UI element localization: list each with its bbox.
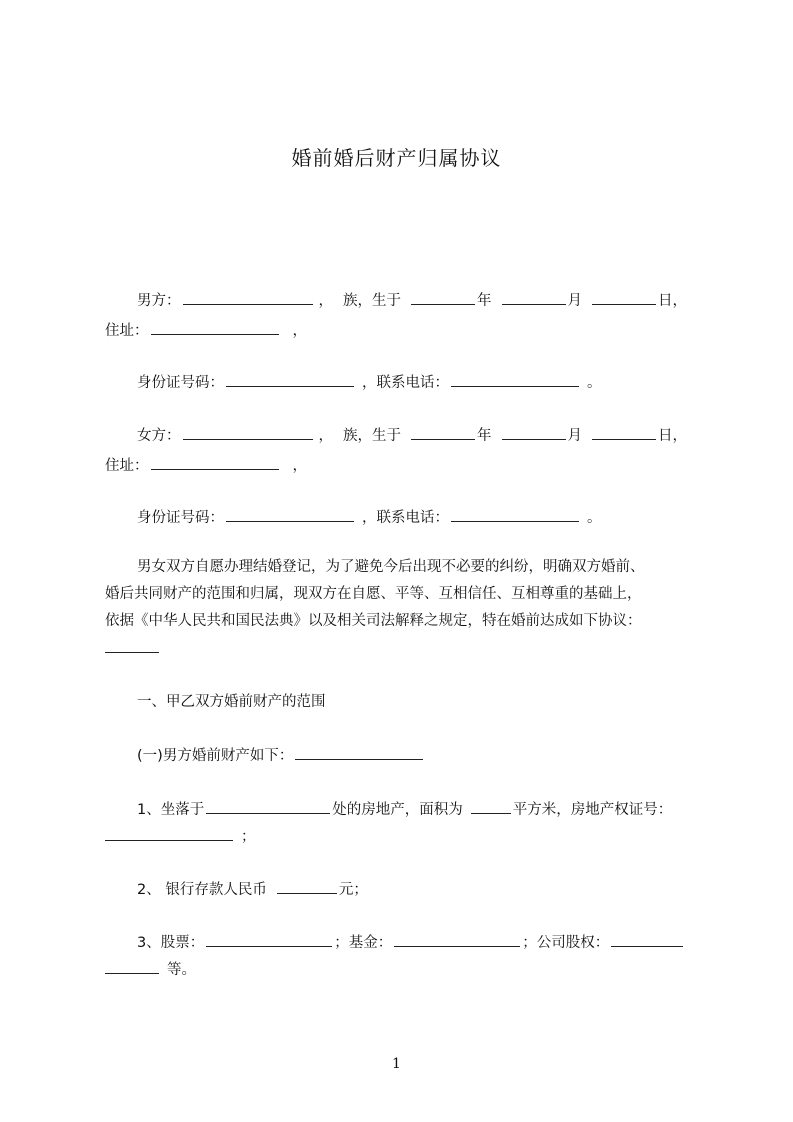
item-3-equity-blank[interactable] [611, 932, 683, 947]
intro-line-1: 男女双方自愿办理结婚登记，为了避免今后出现不必要的纠纷，明确双方婚前、 [137, 559, 645, 575]
item-3-line [137, 932, 737, 953]
item-3-equity-label: ；公司股权： [522, 935, 610, 951]
female-birth-day-blank[interactable] [592, 425, 656, 440]
item-2-line [137, 879, 737, 900]
item-1-line [137, 799, 737, 820]
intro-trailing-blank-line [105, 638, 705, 659]
section-1-heading: 一、甲乙双方婚前财产的范围 [137, 694, 326, 710]
male-phone-blank[interactable] [451, 372, 579, 387]
item-3-equity-blank-cont[interactable] [105, 959, 159, 974]
male-premarital-blank[interactable] [295, 745, 423, 760]
male-address-label: 住址： [105, 323, 149, 339]
male-premarital-heading-line [137, 745, 737, 766]
document-title: 婚前婚后财产归属协议 [291, 146, 502, 170]
female-id-line: 身份证号码： ，联系电话： 。 [137, 507, 737, 528]
male-id-blank[interactable] [226, 372, 354, 387]
intro-line-2: 婚后共同财产的范围和归属，现双方在自愿、平等、互相信任、互相尊重的基础上， [105, 586, 642, 602]
female-phone-blank[interactable] [451, 507, 579, 522]
item-3-prefix: 3、股票： [137, 935, 205, 951]
item-1-unit: 平方米，房地产权证号： [512, 802, 673, 818]
female-name-blank[interactable] [183, 425, 313, 440]
item-1-prefix: 1、坐落于 [137, 802, 205, 818]
item-2-prefix: 2、 银行存款人民币 [137, 882, 267, 898]
female-info-line: 女方： ， 族，生于 年 月 日， [137, 425, 737, 446]
female-address-label: 住址： [105, 458, 149, 474]
item-2-unit: 元； [338, 882, 368, 898]
male-name-blank[interactable] [183, 290, 313, 305]
item-3-stocks-blank[interactable] [206, 932, 332, 947]
female-id-label: 身份证号码： [137, 510, 224, 526]
male-id-line: 身份证号码： ，联系电话： 。 [137, 372, 737, 393]
male-premarital-heading: (一)男方婚前财产如下： [137, 748, 294, 764]
intro-line-3: 依据《中华人民共和国民法典》以及相关司法解释之规定，特在婚前达成如下协议： [105, 613, 642, 629]
item-2-amount-blank[interactable] [277, 879, 337, 894]
female-address-blank[interactable] [151, 455, 279, 470]
male-birth-day-blank[interactable] [592, 290, 656, 305]
item-3-end: 等。 [167, 962, 196, 978]
female-address-line: 住址： ， [105, 455, 705, 476]
female-id-blank[interactable] [226, 507, 354, 522]
male-birth-month-blank[interactable] [502, 290, 566, 305]
female-label: 女方： [137, 428, 181, 444]
male-address-blank[interactable] [151, 320, 279, 335]
item-3-fund-blank[interactable] [394, 932, 520, 947]
page-number: 1 [392, 1056, 401, 1072]
male-info-line: 男方： ， 族，生于 年 月 日， [137, 290, 737, 311]
male-id-label: 身份证号码： [137, 375, 224, 391]
female-birth-month-blank[interactable] [502, 425, 566, 440]
item-1-mid: 处的房地产，面积为 [332, 802, 463, 818]
item-3-fund-label: ；基金： [334, 935, 393, 951]
male-birth-year-blank[interactable] [411, 290, 475, 305]
item-1-area-blank[interactable] [471, 799, 511, 814]
female-birth-year-blank[interactable] [411, 425, 475, 440]
item-1-cert-blank[interactable] [105, 826, 233, 841]
male-label: 男方： [137, 293, 181, 309]
item-3-end-line [105, 959, 705, 980]
item-1-cert-line: ； [105, 826, 705, 847]
male-address-line: 住址： ， [105, 320, 705, 341]
intro-trailing-blank[interactable] [105, 638, 159, 653]
item-1-location-blank[interactable] [206, 799, 330, 814]
